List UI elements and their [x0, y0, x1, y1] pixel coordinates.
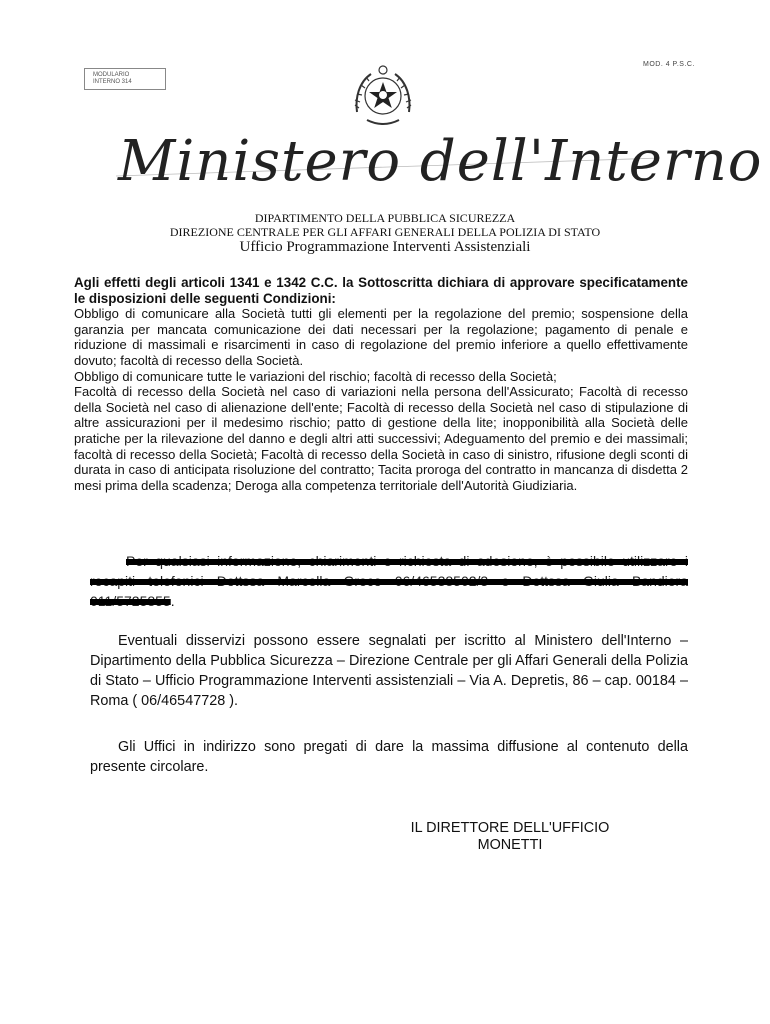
diffusion-paragraph: Gli Uffici in indirizzo sono pregati di dare la massima diffusione al contenuto della presente circolare. [90, 739, 688, 775]
stamp-line-2: INTERNO 314 [93, 79, 132, 85]
complaints-paragraph: Eventuali disservizi possono essere segnalati per iscritto al Ministero dell'Interno – Dipartimento della Pubblica Sicurezza – Direzione Centrale per gli Affari Generali della Polizia di Stato – Ufficio Programmazione Interventi assistenziali – Via A. Depretis, 86 – cap. 00184 – Roma ( 06/46547728 ). [90, 633, 688, 709]
redacted-text: Per qualsiasi informazione, chiarimenti e richiesta di adesione, è possibile utilizzare i recapiti telefonici Dottssa Marcella Greco 06/46538502/3 e Dottssa Giulia Bandiera 011/5725855 [90, 553, 688, 609]
ministry-name: Ministero dell'Interno [118, 129, 763, 194]
clause-2: Obbligo di comunicare tutte le variazioni del rischio; facoltà di recesso della Società; [74, 368, 557, 384]
signature-title: IL DIRETTORE DELL'UFFICIO [410, 820, 610, 836]
form-code: MOD. 4 P.S.C. [643, 61, 695, 68]
redacted-contact-paragraph: Per qualsiasi informazione, chiarimenti e richiesta di adesione, è possibile utilizzare i recapiti telefonici Dottssa Marcella Greco 06/46538502/3 e Dottssa Giulia Bandiera 011/5725855. [90, 553, 688, 609]
stamp-line-1: MODULARIO [93, 72, 130, 78]
clause-3: Facoltà di recesso della Società nel caso di variazioni nella persona dell'Assicurato; Facoltà di recesso della Società nel caso di alienazione dell'ente; Facoltà di recesso della Società nel caso di stipulazione di altre assicurazioni per il medesimo rischio; patto di gestione della lite; inopponibilità alla Società delle pratiche per la rilevazione del danno e degli altri atti successivi; Adeguamento del premio e dei massimali; facoltà di recesso della Società; Facoltà di recesso della Società in caso di sinistro, rifusione degli sconti di durata in caso di anticipata risoluzione del contratto; Tacita proroga del contratto in mancanza di disdetta 2 mesi prima della scadenza; Deroga alla competenza territoriale dell'Autorità Giudiziaria. [74, 384, 688, 493]
department-name: DIPARTIMENTO DELLA PUBBLICA SICUREZZA [254, 211, 516, 225]
clause-1: Obbligo di comunicare alla Società tutti gli elementi per la regolazione del premio; sospensione della garanzia per mancata comunicazione dei dati necessari per la regolazione; pagamento di penale e riduzione di massimali e risarcimenti in caso di regolazione del premio inferiore a quello effettivamente dovuto; facoltà di recesso della Società. [74, 306, 688, 368]
signature-name: MONETTI [477, 837, 543, 853]
direction-name: DIREZIONE CENTRALE PER GLI AFFARI GENERALI DELLA POLIZIA DI STATO [169, 225, 601, 239]
clauses-heading: Agli effetti degli articoli 1341 e 1342 C.C. la Sottoscritta dichiara di approvare specificatamente le disposizioni delle seguenti Condizioni: [74, 275, 688, 306]
office-name: Ufficio Programmazione Interventi Assistenziali [239, 239, 531, 255]
modulario-stamp-box [84, 68, 166, 90]
clauses-section [74, 275, 688, 493]
ministry-logotype [108, 118, 763, 198]
